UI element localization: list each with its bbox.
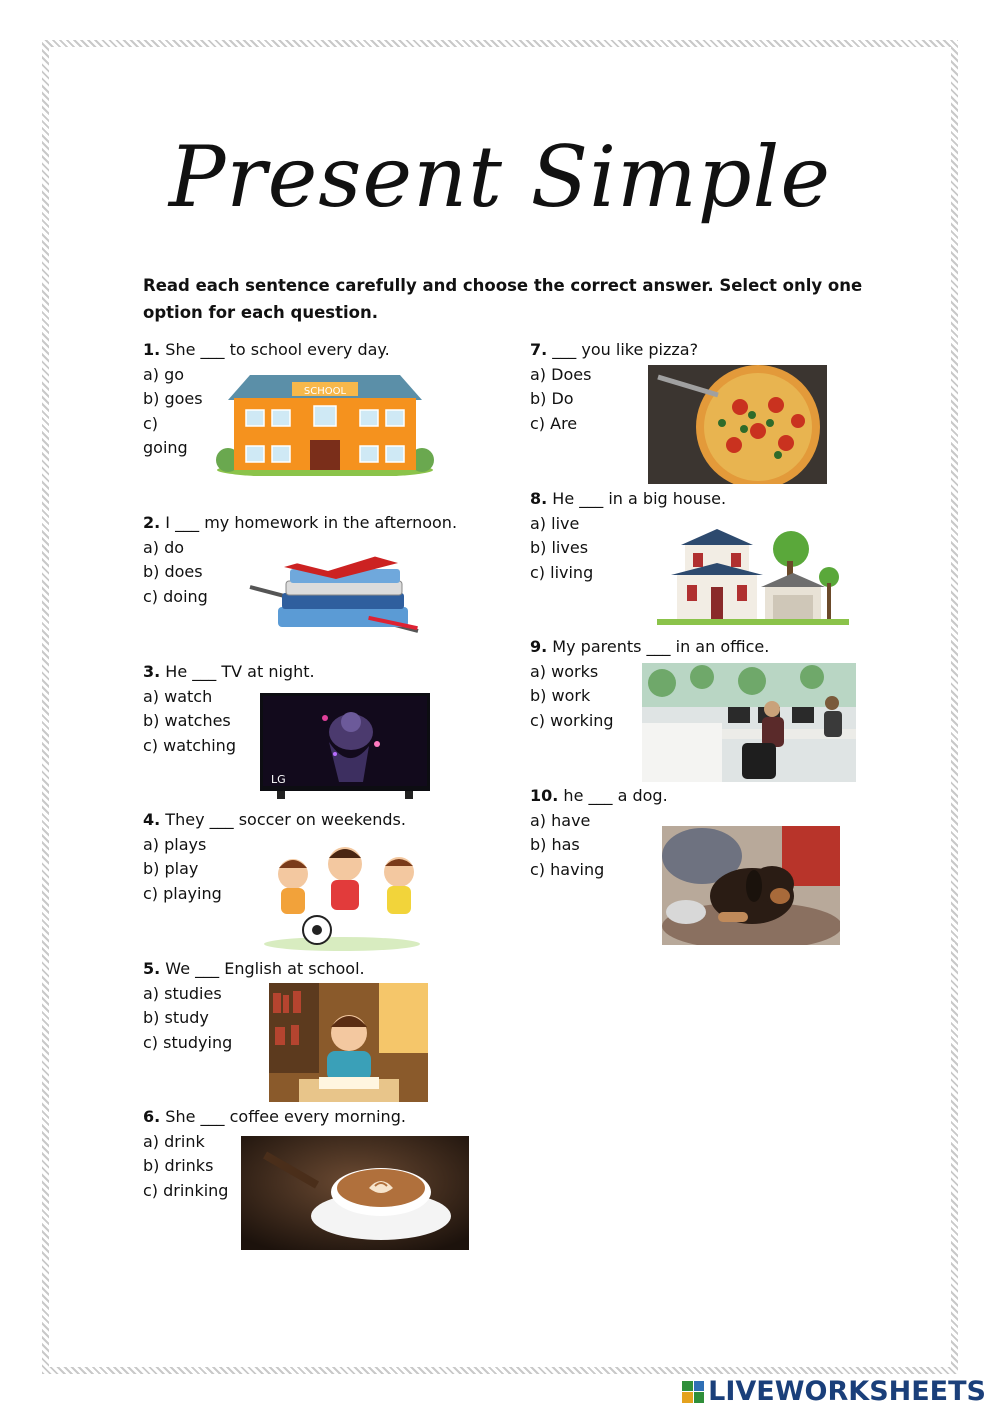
question-number: 8. [530,489,548,508]
option-a[interactable]: a) live [530,513,580,533]
option-a[interactable]: a) plays [143,834,207,854]
option-b[interactable]: b) goes [143,389,203,408]
question-text: She ___ to school every day. [160,340,390,359]
pizza-image [648,365,827,484]
option-a[interactable]: a) do [143,537,185,557]
instructions: Read each sentence carefully and choose the correct answer. Select only one option for each question. [143,276,863,322]
question-text: I ___ my homework in the afternoon. [160,513,458,532]
question-stem [143,660,315,685]
question-number: 1. [143,340,161,359]
question-text: he ___ a dog. [558,786,668,805]
option-b[interactable]: b) drinks [143,1156,214,1175]
logo-squares-icon [682,1381,704,1403]
question-stem [530,635,769,660]
question-number: 2. [143,513,161,532]
option-b[interactable]: b) play [143,859,199,878]
question-stem [143,808,406,833]
question-number: 3. [143,662,161,681]
kids-soccer-image [259,838,425,952]
logo-wordmark: LIVEWORKSHEETS [708,1376,986,1407]
option-b[interactable]: b) study [143,1008,209,1027]
school-image [214,370,436,476]
question-text: He ___ TV at night. [160,662,315,681]
option-a[interactable]: a) go [143,364,185,384]
office-image [642,663,856,782]
option-a[interactable]: a) studies [143,983,222,1003]
option-c[interactable]: c) playing [143,883,222,903]
option-c[interactable]: c) living [530,562,594,582]
question-text: They ___ soccer on weekends. [160,810,406,829]
coffee-image [241,1136,469,1250]
option-c[interactable]: c) having [530,859,605,879]
question-stem [143,338,390,363]
question-number: 9. [530,637,548,656]
option-b[interactable]: b) does [143,562,203,581]
option-a[interactable]: a) Does [530,364,592,384]
option-a[interactable]: a) have [530,810,591,830]
question-10 [530,784,668,882]
option-c[interactable]: c) Are [530,413,578,433]
option-a[interactable]: a) drink [143,1131,205,1151]
tv-image [259,692,431,800]
option-a[interactable]: a) works [530,661,599,681]
option-c[interactable]: c) watching [143,735,236,755]
question-text: ___ you like pizza? [547,340,699,359]
option-c[interactable]: c) working [530,710,614,730]
liveworksheets-logo [682,1376,986,1407]
question-stem [143,511,457,536]
question-stem [530,487,726,512]
option-c[interactable]: c) doing [143,586,208,606]
option-c[interactable]: c) studying [143,1032,233,1052]
question-text: My parents ___ in an office. [547,637,770,656]
option-b[interactable]: b) has [530,835,580,854]
question-text: He ___ in a big house. [547,489,727,508]
option-b[interactable]: b) lives [530,538,589,557]
question-number: 7. [530,340,548,359]
question-number: 10. [530,786,559,805]
question-stem [530,784,668,809]
house-image [657,527,849,625]
option-c[interactable]: c) drinking [143,1180,229,1200]
school-sign-text: SCHOOL [303,386,347,397]
worksheet-title: Present Simple [168,128,832,226]
question-number: 5. [143,959,161,978]
question-stem [530,338,698,363]
question-stem [143,957,365,982]
question-stem [143,1105,406,1130]
question-number: 4. [143,810,161,829]
option-b[interactable]: b) Do [530,389,574,408]
studying-boy-image [269,983,428,1102]
question-text: She ___ coffee every morning. [160,1107,406,1126]
question-number: 6. [143,1107,161,1126]
option-b[interactable]: b) work [530,686,591,705]
option-a[interactable]: a) watch [143,686,213,706]
tv-brand-text: LG [271,773,286,786]
option-b[interactable]: b) watches [143,711,231,730]
option-c[interactable]: c) going [143,413,188,457]
dog-image [662,826,840,945]
books-image [248,545,424,637]
question-text: We ___ English at school. [160,959,365,978]
